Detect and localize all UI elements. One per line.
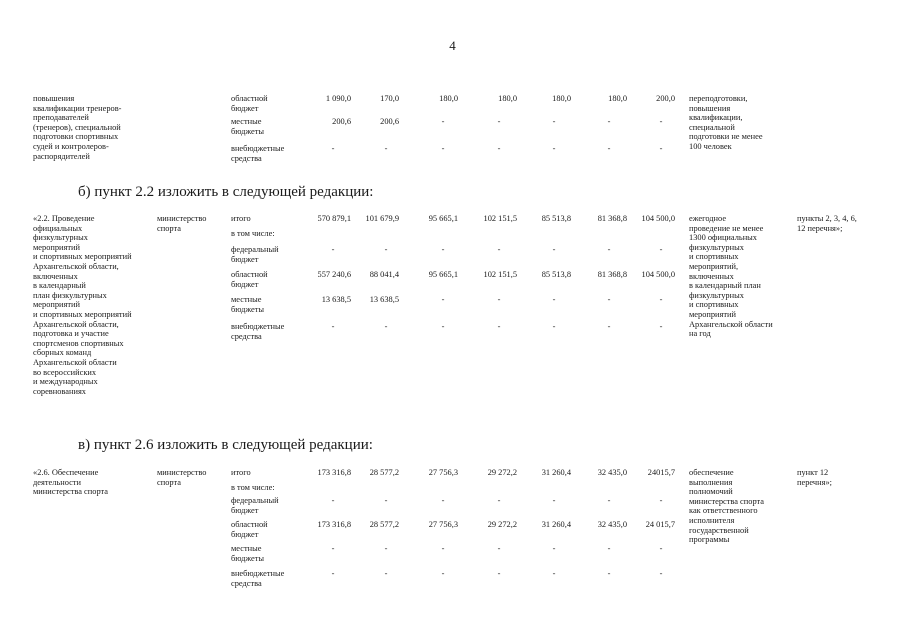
amount-cell: - <box>659 117 663 126</box>
amount-cell: 27 756,3 <box>428 520 458 529</box>
section-v-executor: министерство спорта <box>157 468 207 487</box>
funding-source: областной бюджет <box>231 270 268 289</box>
amount-cell: - <box>384 496 388 505</box>
amount-cell: - <box>384 144 388 153</box>
amount-cell: - <box>441 245 445 254</box>
page-number: 4 <box>449 38 456 53</box>
section-b-description: «2.2. Проведение официальных физкультурных мероприятий и спортивных мероприятий Архангельской области, включенных в календарный план физкультурных мероприятий и спортивных мероприятий Архангельской области, подготовка и участие спортсменов спортивных сборных команд Архангельской области во всероссийских и международных соревнованиях <box>33 214 132 396</box>
amount-cell: 200,6 <box>380 117 399 126</box>
amount-cell: - <box>331 322 335 331</box>
amount-cell: 31 260,4 <box>541 468 571 477</box>
section-b-links: пункты 2, 3, 4, 6, 12 перечня»; <box>797 214 857 233</box>
funding-source: итого <box>231 214 251 223</box>
amount-cell: 102 151,5 <box>483 214 517 223</box>
amount-cell: - <box>659 295 663 304</box>
amount-cell: - <box>659 496 663 505</box>
amount-cell: - <box>497 117 501 126</box>
amount-cell: - <box>552 496 556 505</box>
heading-b: б) пункт 2.2 изложить в следующей редакции: <box>78 184 374 200</box>
amount-cell: 32 435,0 <box>597 520 627 529</box>
amount-cell: - <box>497 144 501 153</box>
amount-cell: 88 041,4 <box>369 270 399 279</box>
amount-cell: - <box>441 295 445 304</box>
amount-cell: 24015,7 <box>647 468 675 477</box>
amount-cell: - <box>331 496 335 505</box>
amount-cell: - <box>607 144 611 153</box>
amount-cell: 13 638,5 <box>321 295 351 304</box>
amount-cell: - <box>441 144 445 153</box>
amount-cell: 102 151,5 <box>483 270 517 279</box>
funding-source: внебюджетные средства <box>231 322 285 341</box>
amount-cell: - <box>552 569 556 578</box>
amount-cell: - <box>441 322 445 331</box>
funding-source: в том числе: <box>231 483 275 492</box>
amount-cell: - <box>607 569 611 578</box>
amount-cell: - <box>331 569 335 578</box>
amount-cell: - <box>441 569 445 578</box>
amount-cell: - <box>384 569 388 578</box>
amount-cell: 104 500,0 <box>641 270 675 279</box>
section-v-description: «2.6. Обеспечение деятельности министерства спорта <box>33 468 109 497</box>
amount-cell: 173 316,8 <box>317 520 351 529</box>
amount-cell: - <box>497 322 501 331</box>
funding-source: федеральный бюджет <box>231 496 279 515</box>
funding-source: областной бюджет <box>231 520 268 539</box>
funding-source: местные бюджеты <box>231 544 265 563</box>
amount-cell: - <box>331 144 335 153</box>
amount-cell: 13 638,5 <box>369 295 399 304</box>
amount-cell: 180,0 <box>498 94 517 103</box>
amount-cell: 28 577,2 <box>369 468 399 477</box>
amount-cell: 557 240,6 <box>317 270 351 279</box>
amount-cell: - <box>607 245 611 254</box>
amount-cell: - <box>441 496 445 505</box>
amount-cell: 28 577,2 <box>369 520 399 529</box>
amount-cell: - <box>607 117 611 126</box>
amount-cell: 27 756,3 <box>428 468 458 477</box>
amount-cell: 173 316,8 <box>317 468 351 477</box>
funding-source: федеральный бюджет <box>231 245 279 264</box>
amount-cell: - <box>659 144 663 153</box>
amount-cell: - <box>331 245 335 254</box>
amount-cell: - <box>607 496 611 505</box>
amount-cell: 81 368,8 <box>597 270 627 279</box>
heading-v: в) пункт 2.6 изложить в следующей редакции: <box>78 437 373 453</box>
amount-cell: - <box>497 496 501 505</box>
amount-cell: - <box>659 569 663 578</box>
amount-cell: 29 272,2 <box>487 520 517 529</box>
amount-cell: - <box>552 144 556 153</box>
funding-source: итого <box>231 468 251 477</box>
amount-cell: - <box>659 322 663 331</box>
section-v-links: пункт 12 перечня»; <box>797 468 832 487</box>
funding-source: в том числе: <box>231 229 275 238</box>
amount-cell: 81 368,8 <box>597 214 627 223</box>
funding-source: внебюджетные средства <box>231 144 285 163</box>
amount-cell: 1 090,0 <box>325 94 351 103</box>
amount-cell: 85 513,8 <box>541 214 571 223</box>
amount-cell: 180,0 <box>552 94 571 103</box>
funding-source: внебюджетные средства <box>231 569 285 588</box>
amount-cell: 24 015,7 <box>645 520 675 529</box>
amount-cell: 95 665,1 <box>428 270 458 279</box>
amount-cell: - <box>497 295 501 304</box>
amount-cell: 180,0 <box>608 94 627 103</box>
amount-cell: - <box>552 245 556 254</box>
amount-cell: - <box>607 295 611 304</box>
amount-cell: 570 879,1 <box>317 214 351 223</box>
amount-cell: - <box>659 245 663 254</box>
amount-cell: - <box>552 544 556 553</box>
section-b-executor: министерство спорта <box>157 214 207 233</box>
amount-cell: 85 513,8 <box>541 270 571 279</box>
amount-cell: - <box>552 322 556 331</box>
amount-cell: 101 679,9 <box>365 214 399 223</box>
amount-cell: - <box>497 245 501 254</box>
amount-cell: - <box>331 544 335 553</box>
amount-cell: 31 260,4 <box>541 520 571 529</box>
amount-cell: - <box>384 245 388 254</box>
amount-cell: - <box>441 544 445 553</box>
section-v-result: обеспечение выполнения полномочий министерства спорта как ответственного исполнителя государственной программы <box>689 468 765 545</box>
section-b-result: ежегодное проведение не менее 1300 официальных физкультурных и спортивных мероприятий, включенных в календарный план физкультурных и спортивных мероприятий Архангельской области на год <box>689 214 773 339</box>
amount-cell: 200,6 <box>332 117 351 126</box>
amount-cell: 95 665,1 <box>428 214 458 223</box>
amount-cell: - <box>607 322 611 331</box>
amount-cell: - <box>384 322 388 331</box>
amount-cell: 32 435,0 <box>597 468 627 477</box>
amount-cell: 200,0 <box>656 94 675 103</box>
amount-cell: - <box>497 569 501 578</box>
amount-cell: 104 500,0 <box>641 214 675 223</box>
funding-source: местные бюджеты <box>231 295 265 314</box>
amount-cell: - <box>552 295 556 304</box>
amount-cell: - <box>552 117 556 126</box>
funding-source: областной бюджет <box>231 94 268 113</box>
amount-cell: - <box>659 544 663 553</box>
amount-cell: 170,0 <box>380 94 399 103</box>
amount-cell: - <box>441 117 445 126</box>
amount-cell: - <box>607 544 611 553</box>
section-0-description: повышения квалификации тренеров- преподавателей (тренеров), специальной подготовки спортивных судей и контролеров- распорядителей <box>33 94 122 161</box>
amount-cell: 29 272,2 <box>487 468 517 477</box>
section-0-result: переподготовки, повышения квалификации, специальной подготовки не менее 100 человек <box>689 94 763 151</box>
funding-source: местные бюджеты <box>231 117 265 136</box>
amount-cell: 180,0 <box>439 94 458 103</box>
amount-cell: - <box>497 544 501 553</box>
amount-cell: - <box>384 544 388 553</box>
